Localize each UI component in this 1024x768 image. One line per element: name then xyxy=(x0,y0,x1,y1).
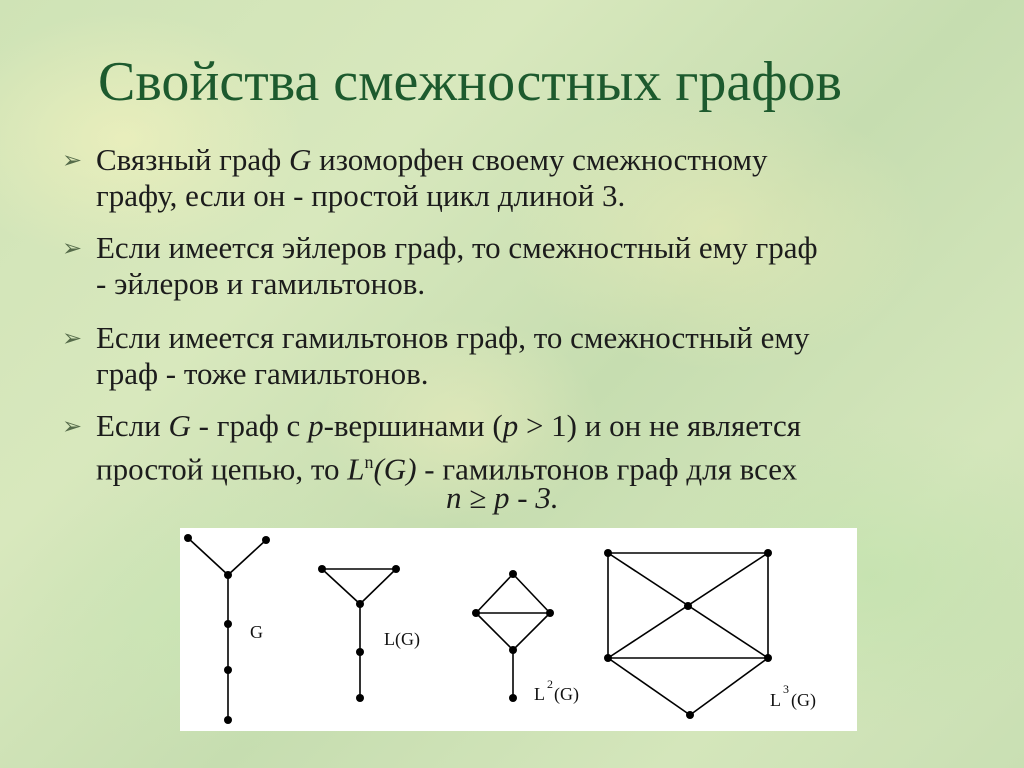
vertex xyxy=(604,654,612,662)
vertex xyxy=(356,694,364,702)
graph-l2 xyxy=(476,574,550,698)
vertex xyxy=(509,646,517,654)
label-l3 xyxy=(770,682,816,711)
italic-text: p xyxy=(502,408,519,443)
vertex xyxy=(356,600,364,608)
line-graph-diagram xyxy=(180,528,857,731)
vertex xyxy=(546,609,554,617)
bullet-item xyxy=(62,230,818,302)
bullet-line-1: Связный граф G изоморфен своему смежностному xyxy=(96,142,768,177)
vertex xyxy=(224,666,232,674)
label-g: G xyxy=(250,622,263,642)
vertex xyxy=(764,654,772,662)
vertex xyxy=(224,620,232,628)
graph-l3 xyxy=(608,553,768,715)
label-l2 xyxy=(534,677,579,705)
vertex xyxy=(224,571,232,579)
italic-text: G xyxy=(288,142,312,177)
vertex xyxy=(392,565,400,573)
label-l2-base: L xyxy=(534,684,545,704)
vertex xyxy=(224,716,232,724)
vertex xyxy=(184,534,192,542)
arrow-bullet-icon: ➢ xyxy=(62,412,83,440)
bullet-line-2: граф - тоже гамильтонов. xyxy=(96,356,429,391)
vertex xyxy=(472,609,480,617)
label-l3-base: L xyxy=(770,690,781,710)
italic-text: L xyxy=(347,451,365,487)
italic-text: G xyxy=(168,408,191,443)
arrow-bullet-icon: ➢ xyxy=(62,324,83,352)
slide-title: Свойства смежностных графов xyxy=(98,51,842,113)
vertex xyxy=(686,711,694,719)
vertex xyxy=(356,648,364,656)
vertex xyxy=(509,694,517,702)
bullet-line-2: графу, если он - простой цикл длиной 3. xyxy=(96,178,626,213)
vertex xyxy=(604,549,612,557)
bullet-line-1: Если имеется гамильтонов граф, то смежностный ему xyxy=(96,320,810,355)
label-l3-sup: 3 xyxy=(783,682,789,696)
bullet-line-2: - эйлеров и гамильтонов. xyxy=(96,266,426,301)
label-l2-suffix: (G) xyxy=(554,684,579,704)
italic-text: p xyxy=(308,408,324,443)
arrow-bullet-icon: ➢ xyxy=(62,146,83,174)
vertex xyxy=(764,549,772,557)
label-l1: L(G) xyxy=(384,629,420,649)
bullet-line-1: Если G - граф с p-вершинами (p > 1) и он не является xyxy=(96,408,801,443)
arrow-bullet-icon: ➢ xyxy=(62,234,83,262)
formula: n ≥ p - 3. xyxy=(446,480,559,515)
superscript-text: n xyxy=(364,452,374,472)
graphs-svg xyxy=(180,528,857,731)
vertex xyxy=(262,536,270,544)
bullet-item xyxy=(62,320,809,392)
vertex xyxy=(684,602,692,610)
italic-text: (G) xyxy=(373,451,417,487)
bullet-line-1: Если имеется эйлеров граф, то смежностный ему граф xyxy=(96,230,818,265)
bullet-item xyxy=(62,142,768,214)
vertex xyxy=(509,570,517,578)
bullet-line-2: простой цепью, то $L^n(G)$ - гамильтонов граф для всех xyxy=(96,451,798,487)
vertex xyxy=(318,565,326,573)
bullet-item xyxy=(62,408,801,487)
label-l2-sup: 2 xyxy=(547,677,553,691)
label-l3-suffix: (G) xyxy=(791,690,816,710)
